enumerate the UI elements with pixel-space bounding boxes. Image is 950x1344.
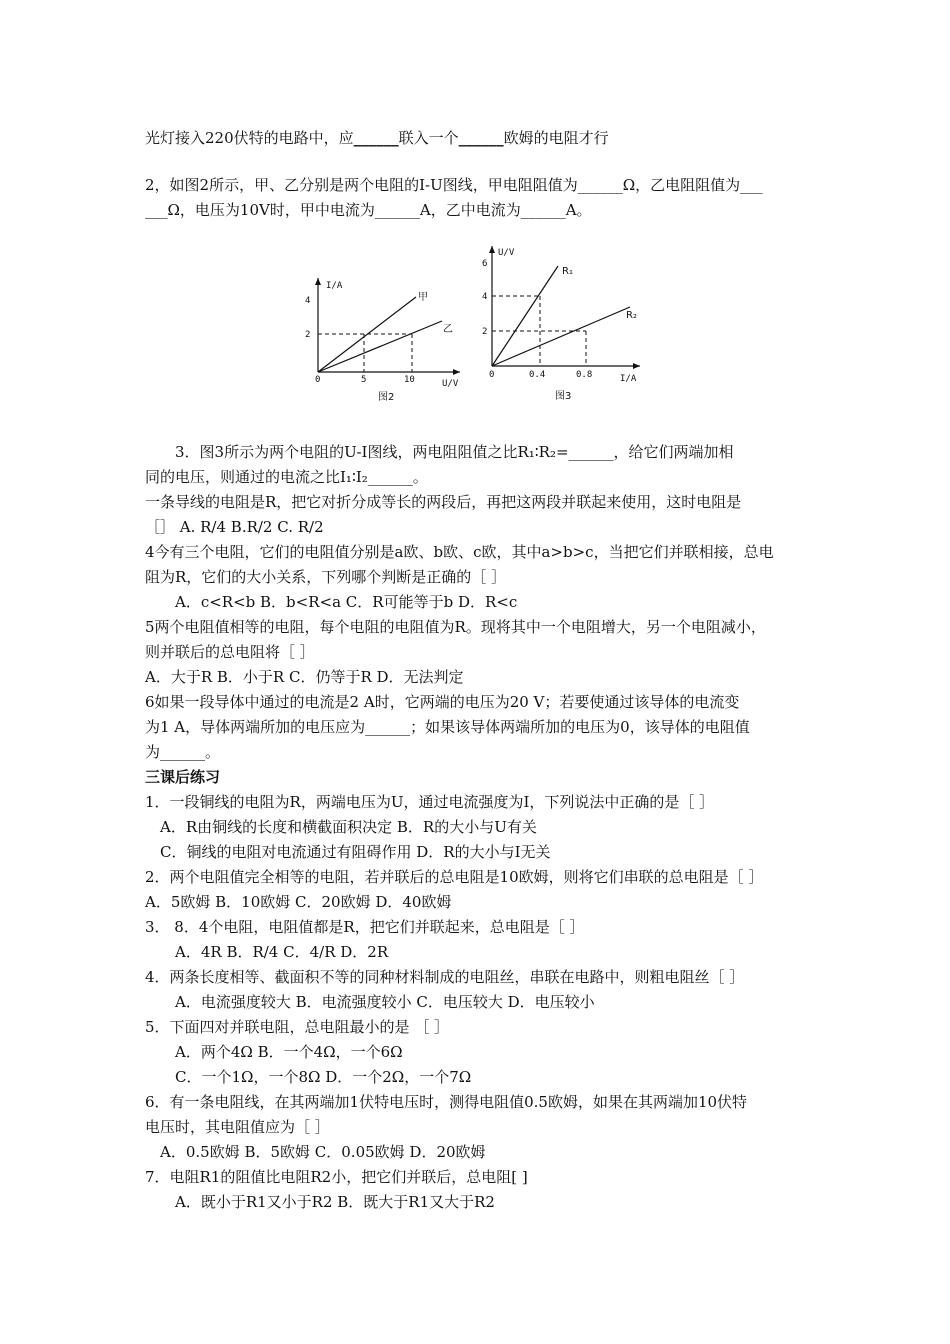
question-6-line-3: 为______。 <box>145 743 221 761</box>
figure-3 <box>482 246 640 402</box>
y-axis-label: I/A <box>326 281 343 291</box>
answer-options: A．既小于R1又小于R2 B．既大于R1又大于R2 <box>175 1193 495 1211</box>
exercise-7-question: 7．电阻R1的阻值比电阻R2小，把它们并联后，总电阻[ ] <box>145 1168 528 1186</box>
section-heading: 三课后练习 <box>145 768 221 786</box>
y-tick-label: 2 <box>305 330 311 340</box>
question-2-line-2: ___Ω，电压为10V时，甲中电流为______A，乙中电流为______A。 <box>145 201 592 219</box>
series-line-yi <box>318 321 442 372</box>
x-axis-arrow <box>453 369 460 375</box>
question-6-line-1: 6如果一段导体中通过的电流是2 A时，它两端的电压为20 V；若要使通过该导体的电流变 <box>145 693 740 711</box>
exercise-3-question: 3． 8．4个电阻，电阻值都是R，把它们并联起来，总电阻是［ ］ <box>145 918 585 936</box>
answer-options: A．两个4Ω B．一个4Ω，一个6Ω <box>175 1043 403 1061</box>
text-line <box>145 128 815 148</box>
answer-options: A．电流强度较大 B．电流强度较小 C．电压较大 D．电压较小 <box>175 993 595 1011</box>
series-label-jia: 甲 <box>418 292 428 303</box>
x-axis-arrow <box>633 363 640 369</box>
y-axis-arrow <box>489 246 495 253</box>
answer-options: A．0.5欧姆 B．5欧姆 C．0.05欧姆 D．20欧姆 <box>160 1143 486 1161</box>
answer-options: A．5欧姆 B．10欧姆 C．20欧姆 D．40欧姆 <box>145 893 452 911</box>
origin-label: 0 <box>489 370 495 380</box>
question-5-line-2: 则并联后的总电阻将［ ］ <box>145 643 315 661</box>
x-axis-label: U/V <box>442 379 459 389</box>
origin-label: 0 <box>315 375 321 385</box>
question-line: 一条导线的电阻是R，把它对折分成等长的两段后，再把这两段并联起来使用，这时电阻是 <box>145 493 742 511</box>
fill-blank: ______ <box>353 129 399 147</box>
answer-options: C．铜线的电阻对电流通过有阻碍作用 D．R的大小与I无关 <box>160 843 551 861</box>
x-axis-label: I/A <box>620 374 637 384</box>
series-label-r2: R₂ <box>626 310 637 321</box>
x-tick-label: 0.8 <box>576 370 593 380</box>
answer-options: ［］ A. R/4 B.R/2 C. R/2 <box>145 518 324 536</box>
figure-2 <box>305 278 460 403</box>
y-tick-label: 4 <box>482 292 488 302</box>
x-tick-label: 10 <box>404 375 415 385</box>
exercise-1-question: 1．一段铜线的电阻为R，两端电压为U，通过电流强度为I，下列说法中正确的是［ ］ <box>145 793 715 811</box>
exercise-6-line-1: 6．有一条电阻线，在其两端加1伏特电压时，测得电阻值0.5欧姆，如果在其两端加10伏特 <box>145 1093 748 1111</box>
exercise-6-line-2: 电压时，其电阻值应为［ ］ <box>145 1118 330 1136</box>
answer-options: A．R由铜线的长度和横截面积决定 B．R的大小与U有关 <box>160 818 537 836</box>
question-3-line-1: 3．图3所示为两个电阻的U-I图线，两电阻阻值之比R₁∶R₂=______，给它们两端加相 <box>175 443 734 461</box>
figures <box>300 240 660 410</box>
figure-caption: 图2 <box>378 392 395 403</box>
figure-svg <box>300 240 660 410</box>
figure-caption: 图3 <box>555 391 572 402</box>
series-line-r2 <box>492 307 630 366</box>
y-axis-label: U/V <box>498 248 515 258</box>
question-3-line-2: 同的电压，则通过的电流之比I₁∶I₂______。 <box>145 468 428 486</box>
question-5-line-1: 5两个电阻值相等的电阻，每个电阻的电阻值为R。现将其中一个电阻增大，另一个电阻减小， <box>145 618 766 636</box>
question-6-line-2: 为1 A，导体两端所加的电压应为______；如果该导体两端所加的电压为0，该导体的电阻值 <box>145 718 750 736</box>
answer-options: C．一个1Ω，一个8Ω D．一个2Ω，一个7Ω <box>175 1068 472 1086</box>
y-tick-label: 6 <box>482 259 488 269</box>
series-line-r1 <box>492 266 558 366</box>
fill-blank: ______ <box>458 129 504 147</box>
text-fragment: 欧姆的电阻才行 <box>503 129 609 147</box>
question-4-line-2: 阻为R，它们的大小关系，下列哪个判断是正确的［ ］ <box>145 568 507 586</box>
series-label-r1: R₁ <box>562 266 573 277</box>
y-tick-label: 4 <box>305 296 311 306</box>
y-axis-arrow <box>315 278 321 285</box>
exercise-4-question: 4．两条长度相等、截面积不等的同种材料制成的电阻丝，串联在电路中，则粗电阻丝［ ］ <box>145 968 745 986</box>
answer-options: A．大于R B．小于R C．仍等于R D．无法判定 <box>145 668 464 686</box>
x-tick-label: 0.4 <box>529 370 546 380</box>
y-tick-label: 2 <box>482 327 488 337</box>
text-fragment: 联入一个 <box>398 129 459 147</box>
text-fragment: 光灯接入220伏特的电路中，应 <box>145 129 354 147</box>
x-tick-label: 5 <box>361 375 367 385</box>
question-4-line-1: 4今有三个电阻，它们的电阻值分别是a欧、b欧、c欧，其中a>b>c，当把它们并联相接，总电 <box>145 543 774 561</box>
question-2-line-1: 2，如图2所示，甲、乙分别是两个电阻的I-U图线，甲电阻阻值为______Ω，乙电阻阻值为___ <box>145 176 763 194</box>
answer-options: A．c<R<b B．b<R<a C．R可能等于b D．R<c <box>175 593 518 611</box>
answer-options: A．4R B．R/4 C．4/R D．2R <box>175 943 389 961</box>
exercise-2-question: 2．两个电阻值完全相等的电阻，若并联后的总电阻是10欧姆，则将它们串联的总电阻是［ ］ <box>145 868 764 886</box>
exercise-5-question: 5．下面四对并联电阻，总电阻最小的是 ［ ］ <box>145 1018 450 1036</box>
series-label-yi: 乙 <box>443 324 453 335</box>
